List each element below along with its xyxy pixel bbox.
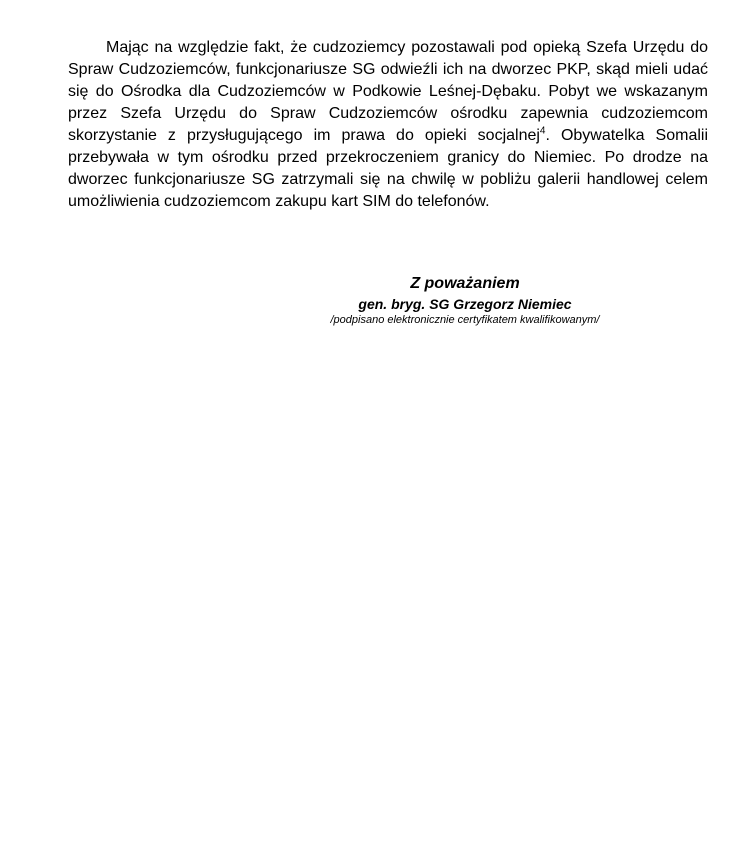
signatory-name: gen. bryg. SG Grzegorz Niemiec bbox=[358, 296, 572, 312]
paragraph-text-part-1: Mając na względzie fakt, że cudzoziemcy pozostawali pod opieką Szefa Urzędu do Spraw Cudzoziemców, funkcjonariusze SG odwieźli ich na dworzec PKP, skąd mieli udać się do Ośrodka dla Cudzoziemców w Podkowie Leśnej-Dębaku. Pobyt we wskazanym przez Szefa Urzędu do Spraw Cudzoziemców ośrodku zapewnia cudzoziemcom skorzystanie z przysługującego im prawa do opieki socjalnej bbox=[68, 39, 708, 144]
electronic-signature-note: /podpisano elektronicznie certyfikatem kwalifikowanym/ bbox=[330, 314, 600, 326]
signature-greeting: Z poważaniem bbox=[410, 275, 520, 292]
footnote-reference: 4 bbox=[539, 125, 546, 137]
signature-block bbox=[300, 274, 630, 326]
letter-paragraph bbox=[68, 37, 708, 213]
paragraph-text-part-2: . Obywatelka Somalii przebywała w tym ośrodku przed przekroczeniem granicy do Niemiec. Po drodze na dworzec funkcjonariusze SG zatrzymali się na chwilę w pobliżu galerii handlowej celem umożliwienia cudzoziemcom zakupu kart SIM do telefonów. bbox=[68, 127, 708, 210]
